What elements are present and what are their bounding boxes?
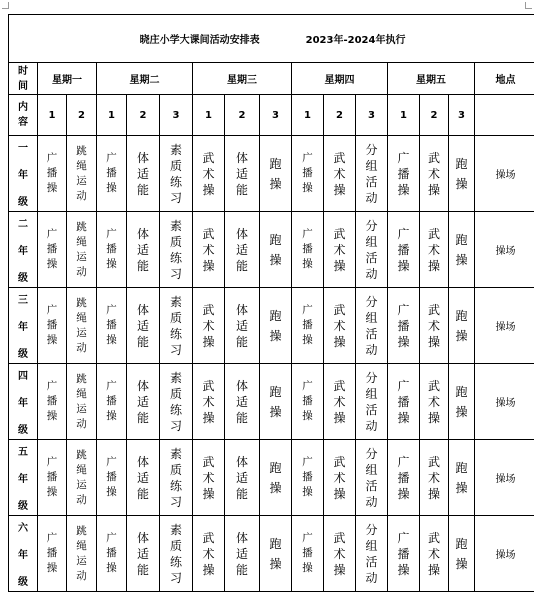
activity-cell xyxy=(324,364,356,440)
activity-cell xyxy=(127,516,160,592)
activity-name: 跳 绳 运 动 xyxy=(76,144,87,202)
activity-name: 素 质 练 习 xyxy=(169,446,182,509)
activity-name: 跳 绳 运 动 xyxy=(76,372,87,430)
activity-name: 武 术 操 xyxy=(427,378,440,425)
activity-name: 跳 绳 运 动 xyxy=(76,524,87,582)
activity-cell xyxy=(292,212,324,288)
activity-name: 体 适 能 xyxy=(235,378,248,425)
activity-name: 分 组 活 动 xyxy=(365,370,378,433)
activity-name: 体 适 能 xyxy=(235,530,248,577)
activity-name: 体 适 能 xyxy=(235,302,248,349)
activity-name: 广 播 操 xyxy=(302,152,313,194)
day-header-mon: 星期一 xyxy=(38,63,97,95)
activity-name: 广 播 操 xyxy=(397,302,410,349)
period-number: 3 xyxy=(160,95,193,136)
activity-cell xyxy=(324,212,356,288)
activity-name: 跳 绳 运 动 xyxy=(76,220,87,278)
time-label: 时 间 xyxy=(18,65,28,92)
activity-cell xyxy=(97,288,127,364)
period-number: 1 xyxy=(38,95,67,136)
location-cell: 操场 xyxy=(475,516,534,592)
period-number: 2 xyxy=(127,95,160,136)
activity-name: 跑 操 xyxy=(455,460,468,495)
activity-name: 武 术 操 xyxy=(333,150,346,197)
activity-cell xyxy=(160,364,193,440)
activity-cell xyxy=(127,212,160,288)
activity-name: 广 播 操 xyxy=(397,150,410,197)
activity-cell xyxy=(356,288,388,364)
activity-cell xyxy=(127,440,160,516)
location-cell: 操场 xyxy=(475,440,534,516)
location-header: 地点 xyxy=(475,63,534,95)
grade-label-cell xyxy=(9,288,38,364)
grade-row xyxy=(9,516,534,592)
table-title-cell xyxy=(9,15,534,63)
grade-label-cell xyxy=(9,440,38,516)
activity-name: 广 播 操 xyxy=(46,380,58,422)
activity-name: 素 质 练 习 xyxy=(169,294,182,357)
activity-cell xyxy=(97,440,127,516)
activity-cell xyxy=(388,136,420,212)
activity-cell xyxy=(324,288,356,364)
activity-name: 武 术 操 xyxy=(202,302,215,349)
activity-cell xyxy=(225,288,260,364)
activity-cell xyxy=(193,440,225,516)
activity-cell xyxy=(160,212,193,288)
activity-cell xyxy=(260,136,292,212)
activity-cell xyxy=(225,364,260,440)
schedule-table xyxy=(8,14,534,592)
day-header-thu: 星期四 xyxy=(292,63,388,95)
activity-name: 素 质 练 习 xyxy=(169,218,182,281)
activity-name: 武 术 操 xyxy=(427,226,440,273)
page-corner-mark xyxy=(2,2,9,9)
grade-label: 二 年 级 xyxy=(18,219,28,284)
activity-name: 武 术 操 xyxy=(202,378,215,425)
corner-header-time xyxy=(9,63,38,95)
day-header-tue: 星期二 xyxy=(97,63,193,95)
activity-name: 体 适 能 xyxy=(136,302,149,349)
activity-cell xyxy=(38,288,67,364)
activity-name: 体 适 能 xyxy=(235,226,248,273)
activity-cell xyxy=(292,364,324,440)
activity-cell xyxy=(225,212,260,288)
activity-name: 武 术 操 xyxy=(427,150,440,197)
activity-name: 体 适 能 xyxy=(235,454,248,501)
content-label: 内 容 xyxy=(18,102,28,128)
grade-label: 六 年 级 xyxy=(18,523,28,588)
activity-cell xyxy=(449,364,475,440)
period-number: 2 xyxy=(67,95,97,136)
grade-row xyxy=(9,212,534,288)
grade-row xyxy=(9,288,534,364)
activity-cell xyxy=(388,364,420,440)
activity-name: 广 播 操 xyxy=(397,454,410,501)
activity-name: 武 术 操 xyxy=(202,226,215,273)
activity-cell xyxy=(260,212,292,288)
activity-name: 体 适 能 xyxy=(235,150,248,197)
activity-cell xyxy=(193,212,225,288)
activity-cell xyxy=(356,440,388,516)
activity-name: 广 播 操 xyxy=(106,304,117,346)
grade-label-cell xyxy=(9,364,38,440)
activity-cell xyxy=(449,440,475,516)
page-corner-mark xyxy=(525,2,532,9)
activity-cell xyxy=(67,364,97,440)
grade-label-cell xyxy=(9,516,38,592)
activity-cell xyxy=(97,516,127,592)
location-cell: 操场 xyxy=(475,364,534,440)
period-number: 3 xyxy=(356,95,388,136)
activity-cell xyxy=(67,440,97,516)
activity-cell xyxy=(260,516,292,592)
activity-cell xyxy=(420,440,449,516)
activity-name: 跳 绳 运 动 xyxy=(76,296,87,354)
period-number: 1 xyxy=(97,95,127,136)
activity-name: 跑 操 xyxy=(269,384,282,419)
activity-name: 广 播 操 xyxy=(106,152,117,194)
activity-cell xyxy=(356,136,388,212)
activity-cell xyxy=(38,212,67,288)
activity-name: 素 质 练 习 xyxy=(169,522,182,585)
activity-cell xyxy=(67,212,97,288)
activity-cell xyxy=(292,440,324,516)
location-cell: 操场 xyxy=(475,288,534,364)
activity-name: 广 播 操 xyxy=(302,380,313,422)
activity-cell xyxy=(225,516,260,592)
table-period: 2023年-2024年执行 xyxy=(305,35,406,46)
activity-cell xyxy=(388,516,420,592)
activity-name: 武 术 操 xyxy=(333,378,346,425)
activity-cell xyxy=(324,516,356,592)
activity-name: 体 适 能 xyxy=(136,150,149,197)
activity-cell xyxy=(225,440,260,516)
activity-cell xyxy=(193,288,225,364)
activity-cell xyxy=(420,364,449,440)
activity-cell xyxy=(193,364,225,440)
activity-name: 跑 操 xyxy=(455,156,468,191)
activity-name: 跑 操 xyxy=(455,384,468,419)
grade-row xyxy=(9,364,534,440)
activity-name: 广 播 操 xyxy=(302,228,313,270)
period-number: 3 xyxy=(260,95,292,136)
activity-name: 广 播 操 xyxy=(106,456,117,498)
day-header-fri: 星期五 xyxy=(388,63,475,95)
activity-cell xyxy=(38,364,67,440)
activity-cell xyxy=(356,364,388,440)
activity-cell xyxy=(449,212,475,288)
grade-row xyxy=(9,136,534,212)
activity-name: 广 播 操 xyxy=(302,304,313,346)
activity-name: 体 适 能 xyxy=(136,454,149,501)
activity-cell xyxy=(38,136,67,212)
period-number: 1 xyxy=(388,95,420,136)
day-header-wed: 星期三 xyxy=(193,63,292,95)
period-number: 2 xyxy=(324,95,356,136)
activity-name: 武 术 操 xyxy=(202,150,215,197)
activity-name: 广 播 操 xyxy=(46,228,58,270)
activity-cell xyxy=(324,440,356,516)
activity-cell xyxy=(449,516,475,592)
activity-cell xyxy=(127,288,160,364)
activity-name: 分 组 活 动 xyxy=(365,218,378,281)
activity-cell xyxy=(225,136,260,212)
activity-name: 广 播 操 xyxy=(106,228,117,270)
activity-name: 分 组 活 动 xyxy=(365,446,378,509)
activity-name: 武 术 操 xyxy=(333,530,346,577)
activity-cell xyxy=(420,288,449,364)
activity-cell xyxy=(449,288,475,364)
activity-cell xyxy=(388,440,420,516)
activity-cell xyxy=(420,516,449,592)
activity-cell xyxy=(67,288,97,364)
activity-name: 分 组 活 动 xyxy=(365,294,378,357)
period-number: 2 xyxy=(420,95,449,136)
activity-cell xyxy=(449,136,475,212)
grade-label-cell xyxy=(9,136,38,212)
activity-name: 分 组 活 动 xyxy=(365,142,378,205)
activity-name: 广 播 操 xyxy=(46,304,58,346)
location-cell: 操场 xyxy=(475,212,534,288)
location-cell: 操场 xyxy=(475,136,534,212)
activity-name: 跑 操 xyxy=(455,232,468,267)
activity-name: 武 术 操 xyxy=(427,454,440,501)
activity-name: 体 适 能 xyxy=(136,530,149,577)
activity-name: 跑 操 xyxy=(269,308,282,343)
grade-label: 五 年 级 xyxy=(18,447,28,512)
activity-cell xyxy=(97,212,127,288)
activity-name: 跑 操 xyxy=(269,232,282,267)
activity-cell xyxy=(420,136,449,212)
activity-cell xyxy=(97,364,127,440)
activity-cell xyxy=(324,136,356,212)
grade-label: 三 年 级 xyxy=(18,295,28,360)
activity-name: 跑 操 xyxy=(269,156,282,191)
activity-name: 广 播 操 xyxy=(397,226,410,273)
activity-cell xyxy=(67,516,97,592)
activity-cell xyxy=(97,136,127,212)
grade-label: 四 年 级 xyxy=(18,371,28,436)
activity-cell xyxy=(160,440,193,516)
activity-name: 素 质 练 习 xyxy=(169,370,182,433)
activity-name: 广 播 操 xyxy=(106,532,117,574)
activity-cell xyxy=(292,136,324,212)
activity-name: 广 播 操 xyxy=(46,456,58,498)
activity-name: 广 播 操 xyxy=(397,378,410,425)
activity-name: 武 术 操 xyxy=(202,454,215,501)
activity-cell xyxy=(260,364,292,440)
activity-cell xyxy=(127,136,160,212)
period-number: 1 xyxy=(193,95,225,136)
activity-name: 体 适 能 xyxy=(136,378,149,425)
activity-cell xyxy=(292,288,324,364)
table-title: 晓庄小学大课间活动安排表 xyxy=(139,35,260,46)
activity-cell xyxy=(388,212,420,288)
activity-cell xyxy=(38,516,67,592)
grade-row xyxy=(9,440,534,516)
activity-cell xyxy=(160,288,193,364)
activity-name: 跑 操 xyxy=(455,308,468,343)
activity-name: 跳 绳 运 动 xyxy=(76,448,87,506)
activity-cell xyxy=(260,288,292,364)
activity-cell xyxy=(67,136,97,212)
activity-name: 广 播 操 xyxy=(302,532,313,574)
activity-name: 跑 操 xyxy=(455,536,468,571)
activity-cell xyxy=(127,364,160,440)
activity-name: 武 术 操 xyxy=(427,530,440,577)
activity-name: 武 术 操 xyxy=(427,302,440,349)
activity-name: 武 术 操 xyxy=(333,302,346,349)
activity-cell xyxy=(356,212,388,288)
activity-name: 素 质 练 习 xyxy=(169,142,182,205)
activity-name: 体 适 能 xyxy=(136,226,149,273)
activity-cell xyxy=(160,136,193,212)
activity-cell xyxy=(260,440,292,516)
period-number: 1 xyxy=(292,95,324,136)
activity-name: 武 术 操 xyxy=(333,454,346,501)
activity-name: 广 播 操 xyxy=(46,152,58,194)
grade-label: 一 年 级 xyxy=(18,143,28,208)
activity-name: 武 术 操 xyxy=(202,530,215,577)
activity-cell xyxy=(388,288,420,364)
period-number: 3 xyxy=(449,95,475,136)
activity-cell xyxy=(38,440,67,516)
activity-name: 跑 操 xyxy=(269,460,282,495)
activity-name: 分 组 活 动 xyxy=(365,522,378,585)
activity-name: 跑 操 xyxy=(269,536,282,571)
period-number: 2 xyxy=(225,95,260,136)
activity-cell xyxy=(193,516,225,592)
corner-header-content xyxy=(9,95,38,136)
activity-name: 广 播 操 xyxy=(302,456,313,498)
location-blank-cell xyxy=(475,95,534,136)
activity-cell xyxy=(356,516,388,592)
activity-name: 武 术 操 xyxy=(333,226,346,273)
activity-name: 广 播 操 xyxy=(397,530,410,577)
activity-cell xyxy=(193,136,225,212)
grade-label-cell xyxy=(9,212,38,288)
activity-cell xyxy=(160,516,193,592)
activity-cell xyxy=(292,516,324,592)
activity-cell xyxy=(420,212,449,288)
activity-name: 广 播 操 xyxy=(106,380,117,422)
activity-name: 广 播 操 xyxy=(46,532,58,574)
